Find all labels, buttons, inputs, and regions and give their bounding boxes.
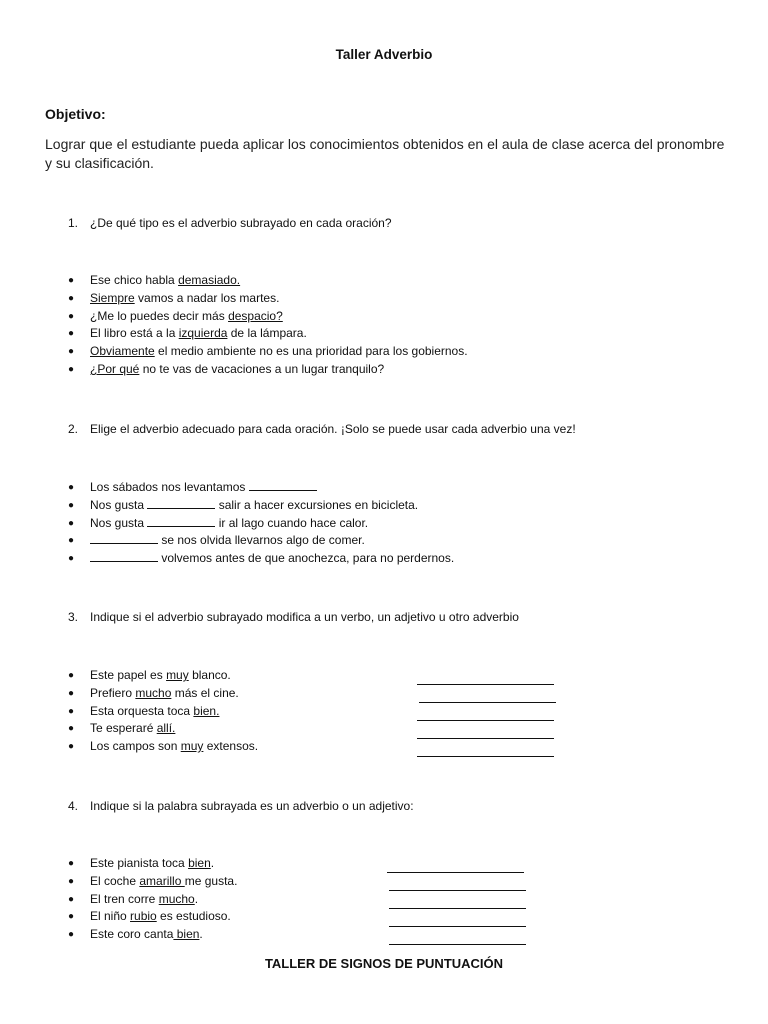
list-item [68, 685, 258, 703]
sentence-text: vamos a nadar los martes. [134, 290, 280, 305]
question-1 [68, 216, 392, 230]
sentence-text: Nos gusta [90, 497, 148, 512]
question-text: Indique si el adverbio subrayado modifica a un verbo, un adjetivo u otro adverbio [90, 610, 519, 624]
bullet-icon: ● [68, 310, 75, 322]
question-text: Indique si la palabra subrayada es un adverbio o un adjetivo: [90, 799, 414, 813]
bullet-icon: ● [68, 553, 75, 565]
sentence-text: Los campos son [90, 739, 181, 754]
sentence-text: Te esperaré [90, 721, 157, 736]
sentence-text: Este pianista toca [90, 856, 189, 870]
bullet-icon: ● [68, 535, 75, 547]
question-number: 2. [68, 422, 79, 436]
sentence-text: Este coro canta [90, 927, 174, 942]
sentence-text: Nos gusta [90, 515, 148, 530]
bullet-icon: ● [68, 705, 75, 717]
bullet-icon: ● [68, 687, 75, 699]
next-worksheet-title: TALLER DE SIGNOS DE PUNTUACIÓN [264, 956, 504, 971]
list-item [68, 891, 237, 909]
sentence-text: blanco. [188, 668, 231, 682]
bullet-icon: ● [68, 292, 75, 304]
sentence-text: . [199, 927, 203, 942]
underlined-word: rubio [130, 909, 157, 924]
question-3 [68, 610, 519, 624]
list-item [68, 873, 237, 891]
list-item [68, 855, 237, 873]
document-title: Taller Adverbio [335, 47, 433, 62]
sentence-text: El libro está a la [90, 326, 179, 341]
answer-line[interactable] [389, 944, 526, 945]
answer-line[interactable] [417, 738, 554, 739]
list-item [68, 515, 454, 533]
bullet-icon: ● [68, 346, 75, 358]
sentence-text: El coche [90, 873, 140, 888]
sentence-text: . [210, 856, 215, 870]
list-item [68, 325, 468, 343]
bullet-icon: ● [68, 517, 75, 529]
underlined-word: izquierda [178, 326, 228, 341]
sentence-text: es estudioso. [156, 909, 231, 924]
underlined-word: bien [173, 927, 200, 942]
sentence-text: más el cine. [171, 685, 239, 700]
underlined-word: bien [188, 856, 211, 870]
bullet-icon: ● [68, 858, 75, 869]
list-item [68, 720, 258, 738]
sentence-list-3 [68, 667, 258, 756]
underlined-word: amarillo [139, 873, 185, 888]
sentence-text: el medio ambiente no es una prioridad para los gobiernos. [154, 344, 468, 359]
list-item [68, 532, 454, 550]
question-2 [68, 422, 576, 436]
list-item [68, 738, 258, 756]
answer-line[interactable] [389, 908, 526, 909]
question-text: ¿De qué tipo es el adverbio subrayado en cada oración? [90, 216, 392, 230]
bullet-icon: ● [68, 363, 75, 375]
list-item [68, 550, 454, 568]
underlined-word: ¿Por qué [90, 361, 140, 376]
sentence-text: me gusta. [184, 873, 238, 888]
bullet-icon: ● [68, 670, 75, 681]
list-item [68, 361, 468, 379]
list-item [68, 290, 468, 308]
list-item [68, 703, 258, 721]
sentence-list-2 [68, 479, 454, 568]
bullet-icon: ● [68, 875, 75, 887]
sentence-list-1 [68, 272, 468, 379]
sentence-text: El niño [90, 909, 131, 924]
sentence-text: salir a hacer excursiones en bicicleta. [215, 497, 419, 512]
fill-in-blank[interactable] [147, 515, 215, 527]
fill-in-blank[interactable] [90, 550, 158, 562]
underlined-word: Obviamente [90, 344, 155, 359]
underlined-word: allí. [156, 721, 176, 736]
sentence-text: no te vas de vacaciones a un lugar tranquilo? [139, 361, 385, 376]
question-text: Elige el adverbio adecuado para cada oración. ¡Solo se puede usar cada adverbio una vez! [90, 422, 576, 436]
bullet-icon: ● [68, 275, 75, 286]
bullet-icon: ● [68, 482, 75, 493]
list-item [68, 479, 454, 497]
sentence-text: de la lámpara. [227, 326, 307, 341]
sentence-text: Esta orquesta toca [90, 703, 194, 718]
list-item [68, 667, 258, 685]
answer-line[interactable] [389, 926, 526, 927]
fill-in-blank[interactable] [249, 479, 317, 491]
sentence-text: se nos olvida llevarnos algo de comer. [158, 533, 365, 548]
bullet-icon: ● [68, 893, 75, 905]
sentence-text: Los sábados nos levantamos [90, 480, 249, 494]
list-item [68, 926, 237, 944]
underlined-word: muy [180, 739, 204, 754]
question-number: 3. [68, 610, 79, 624]
underlined-word: muy [166, 668, 189, 682]
bullet-icon: ● [68, 723, 75, 735]
answer-line[interactable] [389, 890, 526, 891]
sentence-text: El tren corre [90, 891, 159, 906]
bullet-icon: ● [68, 741, 75, 753]
answer-line[interactable] [419, 702, 556, 703]
sentence-text: Prefiero [90, 685, 136, 700]
sentence-text: ¿Me lo puedes decir más [90, 308, 229, 323]
underlined-word: bien. [193, 703, 220, 718]
fill-in-blank[interactable] [147, 497, 215, 509]
sentence-text: volvemos antes de que anochezca, para no perdernos. [158, 551, 455, 566]
question-4 [68, 799, 414, 813]
bullet-icon: ● [68, 499, 75, 511]
fill-in-blank[interactable] [90, 532, 158, 544]
underlined-word: despacio? [228, 308, 283, 323]
underlined-word: mucho [135, 685, 172, 700]
underlined-word: mucho [158, 891, 195, 906]
answer-line[interactable] [387, 872, 524, 873]
answer-line[interactable] [417, 756, 554, 757]
sentence-text: Ese chico habla [90, 273, 179, 287]
list-item [68, 308, 468, 326]
answer-line[interactable] [417, 684, 554, 685]
objective-text: Lograr que el estudiante pueda aplicar los conocimientos obtenidos en el aula de clase acerca del pronombre y su clasificación. [45, 136, 725, 171]
list-item [68, 272, 468, 290]
list-item [68, 497, 454, 515]
question-number: 4. [68, 799, 79, 813]
objective-heading: Objetivo: [45, 106, 106, 122]
sentence-text: Este papel es [90, 668, 167, 682]
bullet-icon: ● [68, 929, 75, 941]
sentence-text: extensos. [203, 739, 259, 754]
list-item [68, 908, 237, 926]
underlined-word: demasiado. [178, 273, 241, 287]
underlined-word: Siempre [90, 290, 135, 305]
bullet-icon: ● [68, 328, 75, 340]
sentence-text: ir al lago cuando hace calor. [215, 515, 369, 530]
list-item [68, 343, 468, 361]
bullet-icon: ● [68, 911, 75, 923]
answer-line[interactable] [417, 720, 554, 721]
question-number: 1. [68, 216, 79, 230]
sentence-text: . [194, 891, 199, 906]
sentence-list-4 [68, 855, 237, 944]
